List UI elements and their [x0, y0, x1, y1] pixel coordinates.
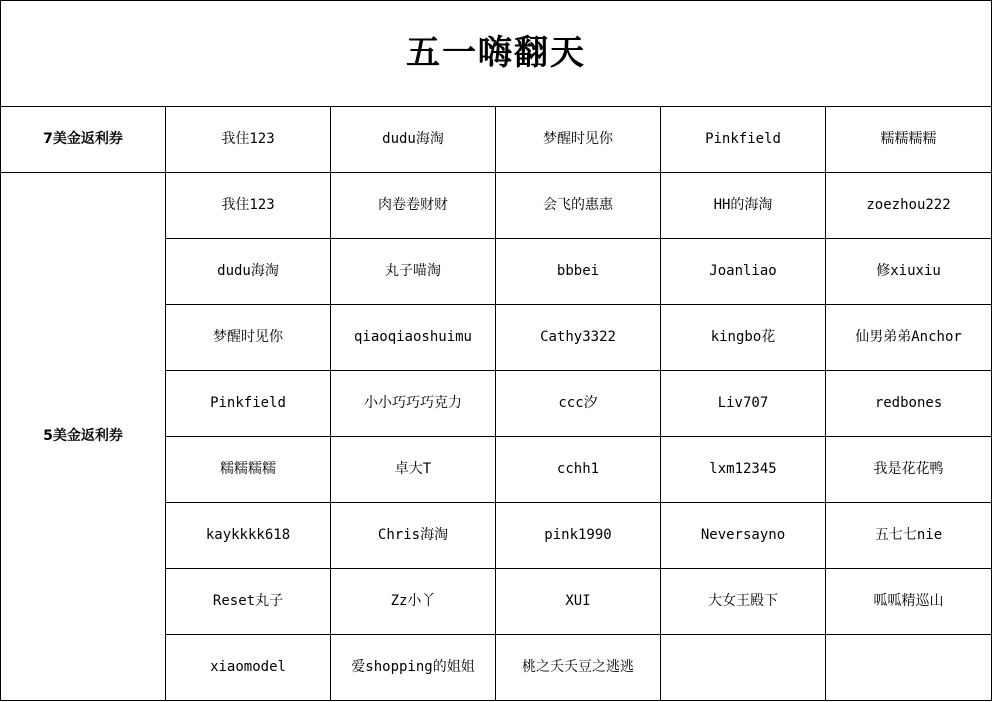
winner-cell: 桃之夭夭豆之逃逃 — [496, 635, 661, 701]
winner-cell: bbbei — [496, 239, 661, 305]
winner-cell: 会飞的惠惠 — [496, 173, 661, 239]
winner-cell: Cathy3322 — [496, 305, 661, 371]
winner-cell: 大女王殿下 — [661, 569, 826, 635]
winner-cell: 爱shopping的姐姐 — [331, 635, 496, 701]
winner-cell: 梦醒时见你 — [496, 107, 661, 173]
winner-cell: zoezhou222 — [826, 173, 992, 239]
winner-cell: XUI — [496, 569, 661, 635]
winner-cell — [826, 635, 992, 701]
winner-cell: Zz小丫 — [331, 569, 496, 635]
winner-cell: Neversayno — [661, 503, 826, 569]
winner-cell: dudu海淘 — [166, 239, 331, 305]
winner-cell: pink1990 — [496, 503, 661, 569]
winner-cell: 丸子喵淘 — [331, 239, 496, 305]
winner-cell: 小小巧巧巧克力 — [331, 371, 496, 437]
winner-cell: 呱呱精巡山 — [826, 569, 992, 635]
winner-cell: 卓大T — [331, 437, 496, 503]
table-row — [1, 107, 992, 173]
title-row — [1, 1, 992, 107]
winner-cell: 我住123 — [166, 173, 331, 239]
winner-cell: 我是花花鸭 — [826, 437, 992, 503]
winner-cell: 修xiuxiu — [826, 239, 992, 305]
winner-cell: Chris海淘 — [331, 503, 496, 569]
winner-cell: dudu海淘 — [331, 107, 496, 173]
winner-cell: Pinkfield — [166, 371, 331, 437]
winner-cell: 我住123 — [166, 107, 331, 173]
winner-cell: Reset丸子 — [166, 569, 331, 635]
page-title: 五一嗨翻天 — [1, 1, 992, 107]
winner-cell: redbones — [826, 371, 992, 437]
winner-cell — [661, 635, 826, 701]
winner-cell: 仙男弟弟Anchor — [826, 305, 992, 371]
winner-cell: xiaomodel — [166, 635, 331, 701]
voucher-label: 7美金返利券 — [1, 107, 166, 173]
voucher-label: 5美金返利券 — [1, 173, 166, 701]
winner-cell: kingbo花 — [661, 305, 826, 371]
winner-cell: qiaoqiaoshuimu — [331, 305, 496, 371]
winner-cell: 梦醒时见你 — [166, 305, 331, 371]
winner-cell: 五七七nie — [826, 503, 992, 569]
winner-cell: kaykkkk618 — [166, 503, 331, 569]
winner-cell: Pinkfield — [661, 107, 826, 173]
winner-cell: 肉卷卷财财 — [331, 173, 496, 239]
winner-cell: HH的海淘 — [661, 173, 826, 239]
winner-cell: 糯糯糯糯 — [166, 437, 331, 503]
winner-cell: ccc汐 — [496, 371, 661, 437]
table-row — [1, 173, 992, 239]
winner-cell: cchh1 — [496, 437, 661, 503]
winner-cell: Joanliao — [661, 239, 826, 305]
winner-cell: Liv707 — [661, 371, 826, 437]
winner-cell: lxm12345 — [661, 437, 826, 503]
winner-cell: 糯糯糯糯 — [826, 107, 992, 173]
